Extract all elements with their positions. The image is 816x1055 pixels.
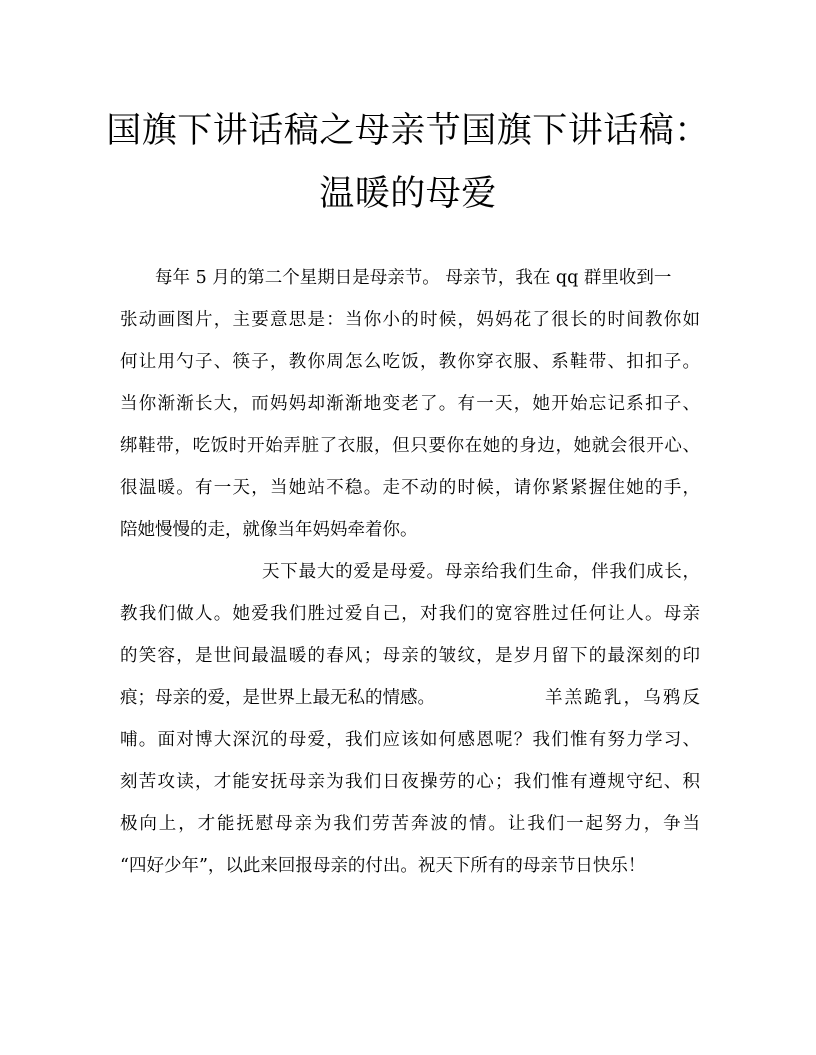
body-line: 刻苦攻读，才能安抚母亲为我们日夜操劳的心；我们惟有遵规守纪、积: [120, 772, 700, 792]
body-line: 当你渐渐长大，而妈妈却渐渐地变老了。有一天，她开始忘记系扣子、: [120, 394, 700, 414]
body-line: 天下最大的爱是母爱。母亲给我们生命，伴我们成长，: [262, 562, 700, 582]
body-line: 哺。面对博大深沉的母爱，我们应该如何感恩呢？我们惟有努力学习、: [120, 730, 700, 750]
body-line: 张动画图片，主要意思是：当你小的时候，妈妈花了很长的时间教你如: [120, 310, 700, 330]
body-line: 绑鞋带，吃饭时开始弄脏了衣服，但只要你在她的身边，她就会很开心、: [120, 436, 700, 456]
body-line: 极向上，才能抚慰母亲为我们劳苦奔波的情。让我们一起努力，争当: [120, 814, 700, 834]
body-line: 痕；母亲的爱，是世界上最无私的情感。: [120, 688, 435, 708]
body-line: 很温暖。有一天，当她站不稳。走不动的时候，请你紧紧握住她的手，: [120, 478, 700, 498]
document-title-line-2: 温暖的母爱: [319, 174, 497, 214]
body-line: 何让用勺子、筷子，教你周怎么吃饭，教你穿衣服、系鞋带、扣扣子。: [120, 352, 700, 372]
body-line: 教我们做人。她爱我们胜过爱自己，对我们的宽容胜过任何让人。母亲: [120, 604, 700, 624]
document-title-line-1: 国旗下讲话稿之母亲节国旗下讲话稿：: [106, 111, 710, 151]
body-line: “四好少年”，以此来回报母亲的付出。祝天下所有的母亲节日快乐！: [120, 856, 646, 876]
body-line: 羊羔跪乳，乌鸦反: [545, 688, 700, 708]
body-line: 陪她慢慢的走，就像当年妈妈牵着你。: [120, 520, 418, 540]
body-line: 的笑容，是世间最温暖的春风；母亲的皱纹，是岁月留下的最深刻的印: [120, 646, 700, 666]
body-line: 每年 5 月的第二个星期日是母亲节。 母亲节，我在 qq 群里收到一: [155, 268, 672, 288]
